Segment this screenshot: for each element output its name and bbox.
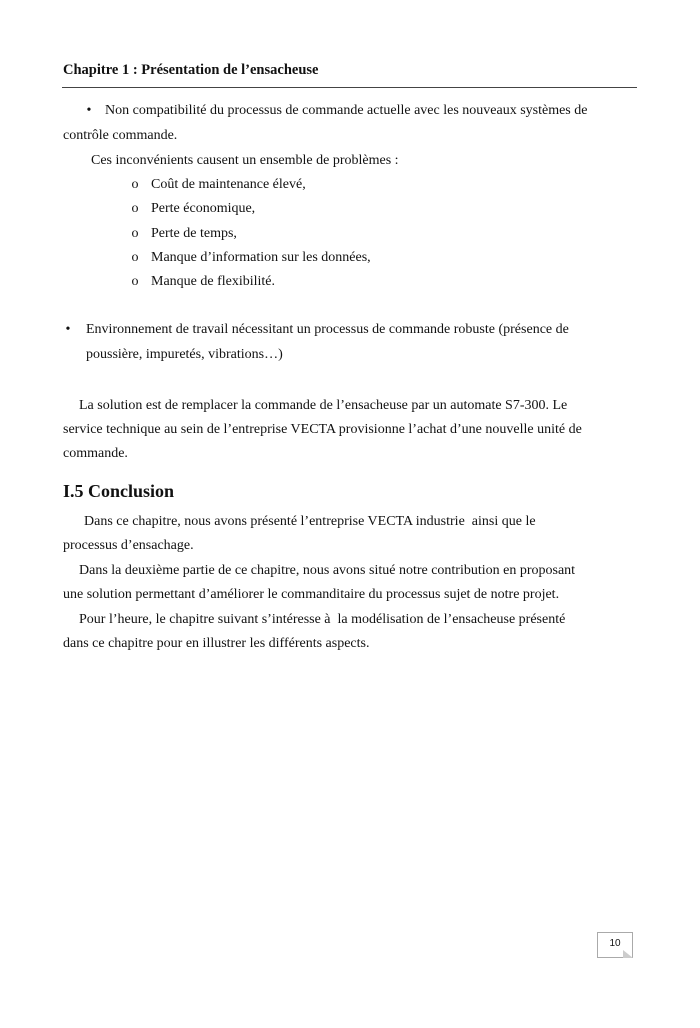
circle-bullet-icon: o [131,201,139,216]
section-title: I.5 Conclusion [63,481,175,501]
page-number-box [597,932,633,958]
bullet1-line2: contrôle commande. [63,128,178,143]
bullet2-line1: Environnement de travail nécessitant un processus de commande robuste (présence de [86,322,569,337]
solution-line3: commande. [63,446,128,461]
page-curl-icon [623,950,633,958]
conclusion-line: Dans la deuxième partie de ce chapitre, nous avons situé notre contribution en proposant [79,563,576,578]
conclusion-line: Pour l’heure, le chapitre suivant s’intéresse à la modélisation de l’ensacheuse présenté [79,612,566,627]
bullet1-line1: Non compatibilité du processus de commande actuelle avec les nouveaux systèmes de [105,103,588,118]
problem-item: Perte de temps, [151,226,237,241]
bullet2-line2: poussière, impuretés, vibrations…) [86,347,283,362]
solution-line1: La solution est de remplacer la commande de l’ensacheuse par un automate S7-300. Le [79,398,568,413]
page-number: 10 [609,938,621,949]
solution-line2: service technique au sein de l’entreprise VECTA provisionne l’achat d’une nouvelle unité de [63,422,582,437]
conclusion-line: dans ce chapitre pour en illustrer les différents aspects. [63,636,370,651]
problem-item: Manque de flexibilité. [151,274,276,289]
conclusion-line: une solution permettant d’améliorer le commanditaire du processus sujet de notre projet. [63,587,560,602]
problem-item: Perte économique, [151,201,256,216]
bullet-icon: • [86,103,92,118]
problem-item: Manque d’information sur les données, [151,250,371,265]
problem-item: Coût de maintenance élevé, [151,177,306,192]
circle-bullet-icon: o [131,177,139,192]
conclusion-line: processus d’ensachage. [63,538,194,553]
running-header: Chapitre 1 : Présentation de l’ensacheuse [63,62,319,78]
header-rule [62,87,637,88]
circle-bullet-icon: o [131,274,139,289]
conclusion-line: Dans ce chapitre, nous avons présenté l’entreprise VECTA industrie ainsi que le [84,514,536,529]
intro-text: Ces inconvénients causent un ensemble de problèmes : [91,153,399,168]
circle-bullet-icon: o [131,226,139,241]
circle-bullet-icon: o [131,250,139,265]
bullet-icon: • [65,322,71,337]
